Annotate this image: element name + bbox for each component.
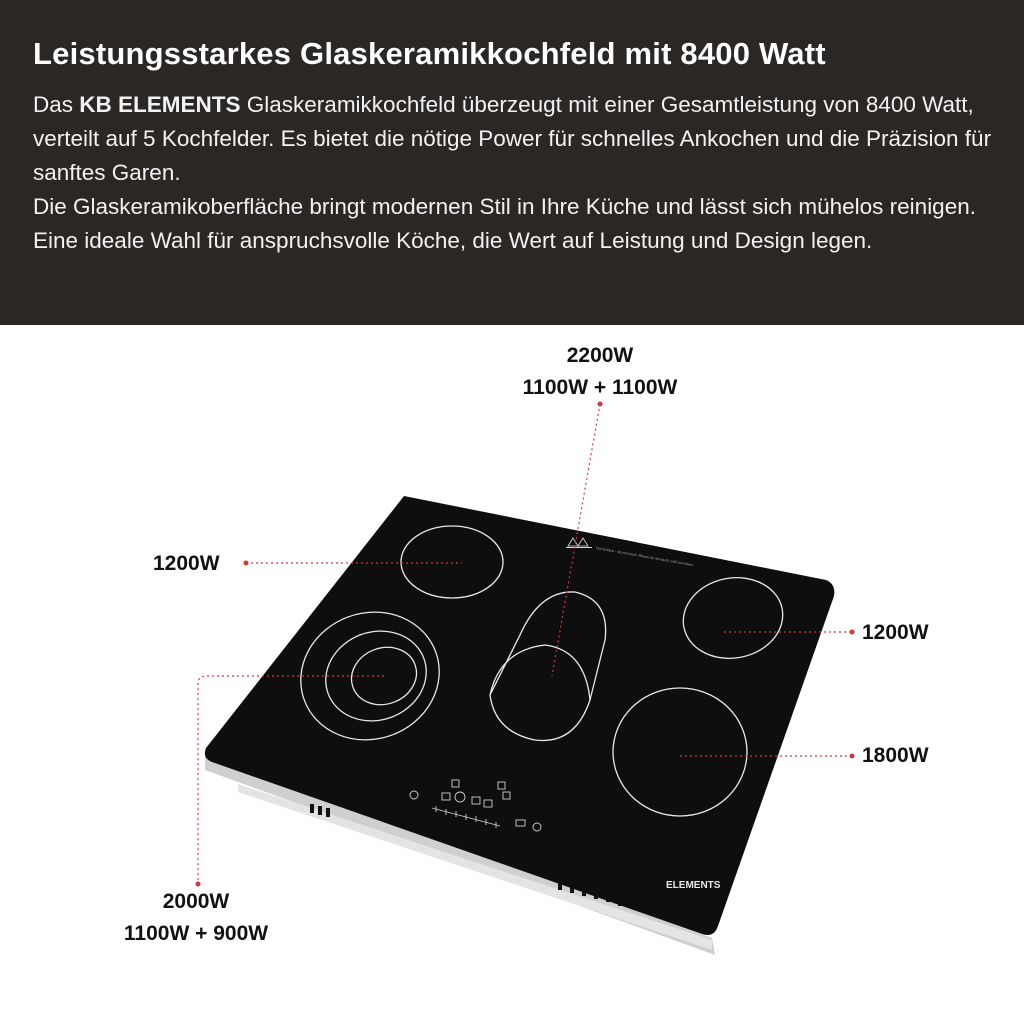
- brand-name: KB ELEMENTS: [79, 92, 241, 117]
- label-top-center-total: 2200W: [566, 344, 634, 367]
- label-left-bottom: [76, 886, 316, 950]
- description-rest: Glaskeramikkochfeld überzeugt mit einer Gesamtleistung von 8400 Watt, verteilt auf 5 Kochfelder. Es bietet die nötige Power für schnelles Ankochen und die Präzision für sanftes Garen.: [33, 92, 992, 185]
- label-left-top: 1200W: [153, 552, 220, 575]
- label-right-bottom: 1800W: [862, 744, 929, 767]
- label-right-top: 1200W: [862, 621, 929, 644]
- page-title: Leistungsstarkes Glaskeramikkochfeld mit 8400 Watt: [33, 36, 826, 71]
- description-paragraph-2: Die Glaskeramikoberfläche bringt modernen Stil in Ihre Küche und lässt sich mühelos reinigen. Eine ideale Wahl für anspruchsvolle Köche, die Wert auf Leistung und Design legen.: [33, 194, 976, 253]
- label-left-bottom-total: 2000W: [162, 890, 230, 913]
- label-top-center-split: 1100W + 1100W: [522, 376, 678, 399]
- label-left-bottom-split: 1100W + 900W: [123, 922, 269, 945]
- glass-surface: [205, 496, 834, 935]
- warning-text: Hot surface – do not touch. Please do not touch until cool down.: [595, 546, 695, 568]
- label-top-center: [480, 340, 720, 404]
- description-intro: Das: [33, 92, 80, 117]
- brand-logo: ELEMENTS: [666, 880, 721, 891]
